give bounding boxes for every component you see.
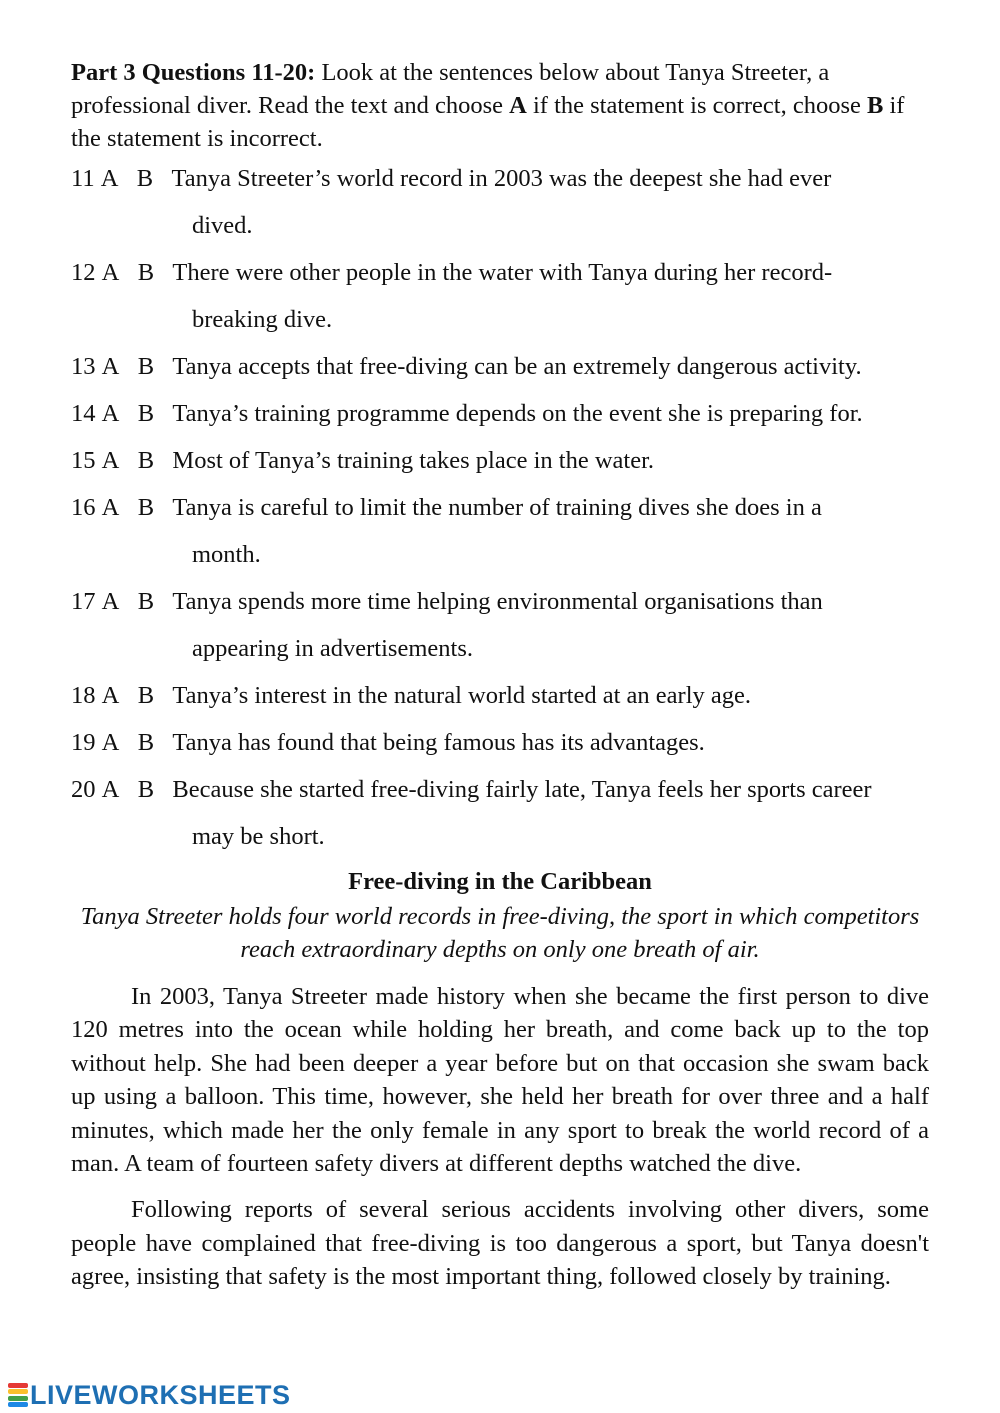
question-list — [71, 155, 929, 860]
question-text-continued: may be short. — [192, 823, 325, 850]
question-text: There were other people in the water with Tanya during her record- — [172, 259, 833, 286]
logo-mark-icon — [8, 1383, 28, 1407]
worksheet-page — [71, 56, 929, 1294]
question-text: Tanya’s interest in the natural world started at an early age. — [172, 682, 751, 709]
question-item — [71, 343, 929, 390]
answer-option-b[interactable]: B — [137, 400, 155, 427]
question-number: 12 — [71, 259, 96, 286]
answer-option-a[interactable]: A — [101, 447, 120, 474]
question-number: 15 — [71, 447, 96, 474]
answer-option-b[interactable]: B — [137, 353, 155, 380]
question-item — [71, 437, 929, 484]
answer-option-b[interactable]: B — [137, 259, 155, 286]
question-text-continued: appearing in advertisements. — [192, 635, 473, 662]
question-text-continued: dived. — [192, 212, 253, 239]
question-number: 20 — [71, 776, 96, 803]
question-text: Tanya has found that being famous has its advantages. — [172, 729, 705, 756]
answer-option-a[interactable]: A — [101, 682, 120, 709]
question-item — [71, 249, 929, 343]
question-line — [71, 155, 929, 202]
question-item — [71, 766, 929, 860]
question-item — [71, 484, 929, 578]
question-number: 17 — [71, 588, 96, 615]
option-b-label: B — [867, 92, 884, 119]
answer-option-a[interactable]: A — [101, 494, 120, 521]
instructions-heading: Part 3 Questions 11-20: — [71, 59, 316, 86]
question-number: 14 — [71, 400, 96, 427]
answer-option-a[interactable]: A — [101, 729, 120, 756]
answer-option-b[interactable]: B — [137, 776, 155, 803]
answer-option-b[interactable]: B — [137, 447, 155, 474]
answer-option-b[interactable]: B — [137, 588, 155, 615]
question-text-continued: month. — [192, 541, 261, 568]
logo-text: LIVEWORKSHEETS — [30, 1379, 291, 1410]
answer-option-a[interactable]: A — [101, 259, 120, 286]
answer-option-b[interactable]: B — [137, 494, 155, 521]
question-number: 18 — [71, 682, 96, 709]
answer-option-a[interactable]: A — [101, 588, 120, 615]
answer-option-a[interactable]: A — [101, 776, 120, 803]
instructions — [71, 56, 929, 155]
article-standfirst: Tanya Streeter holds four world records in free-diving, the sport in which competitors reach extraordinary depths on only one breath of air. — [80, 903, 920, 963]
question-number: 13 — [71, 353, 96, 380]
answer-option-a[interactable]: A — [101, 400, 120, 427]
question-line — [71, 484, 929, 531]
question-number: 11 — [71, 165, 95, 192]
question-item — [71, 672, 929, 719]
instructions-text-3: if the statement is incorrect. — [71, 92, 905, 152]
question-line — [71, 437, 929, 484]
question-text: Tanya Streeter’s world record in 2003 was the deepest she had ever — [171, 165, 832, 192]
liveworksheets-logo — [8, 1380, 291, 1410]
question-line — [71, 719, 929, 766]
answer-option-a[interactable]: A — [101, 353, 120, 380]
question-text: Tanya spends more time helping environmental organisations than — [172, 588, 823, 615]
answer-option-b[interactable]: B — [137, 729, 155, 756]
answer-option-b[interactable]: B — [136, 165, 154, 192]
article-paragraph-2: Following reports of several serious accidents involving other divers, some people have complained that free-diving is too dangerous a sport, but Tanya doesn't agree, insisting that safety is the most important thing, followed closely by training. — [71, 1196, 929, 1291]
question-text: Tanya accepts that free-diving can be an extremely dangerous activity. — [172, 353, 862, 380]
question-line — [71, 766, 929, 813]
question-item — [71, 719, 929, 766]
question-line — [71, 672, 929, 719]
answer-option-b[interactable]: B — [137, 682, 155, 709]
article-paragraph-1: In 2003, Tanya Streeter made history when she became the first person to dive 120 metres into the ocean while holding her breath, and come back up to the top without help. She had been deeper a year before but on that occasion she swam back up using a balloon. This time, however, she held her breath for over three and a half minutes, which made her the only female in any sport to break the world record of a man. A team of fourteen safety divers at different depths watched the dive. — [71, 983, 929, 1178]
option-a-label: A — [509, 92, 527, 119]
instructions-text-2: if the statement is correct, choose — [526, 92, 868, 119]
article-title: Free-diving in the Caribbean — [348, 868, 652, 895]
question-line — [71, 578, 929, 625]
question-line — [71, 249, 929, 296]
question-text: Tanya is careful to limit the number of training dives she does in a — [172, 494, 822, 521]
question-line — [71, 343, 929, 390]
question-number: 19 — [71, 729, 96, 756]
question-number: 16 — [71, 494, 96, 521]
question-line — [71, 390, 929, 437]
question-text: Because she started free-diving fairly late, Tanya feels her sports career — [172, 776, 872, 803]
question-item — [71, 155, 929, 249]
question-text: Most of Tanya’s training takes place in the water. — [172, 447, 654, 474]
question-text: Tanya’s training programme depends on the event she is preparing for. — [172, 400, 863, 427]
question-text-continued: breaking dive. — [192, 306, 333, 333]
answer-option-a[interactable]: A — [100, 165, 119, 192]
question-item — [71, 390, 929, 437]
instructions-text-1: Look at the sentences below about Tanya Streeter, a professional diver. Read the text and choose — [71, 59, 830, 119]
question-item — [71, 578, 929, 672]
